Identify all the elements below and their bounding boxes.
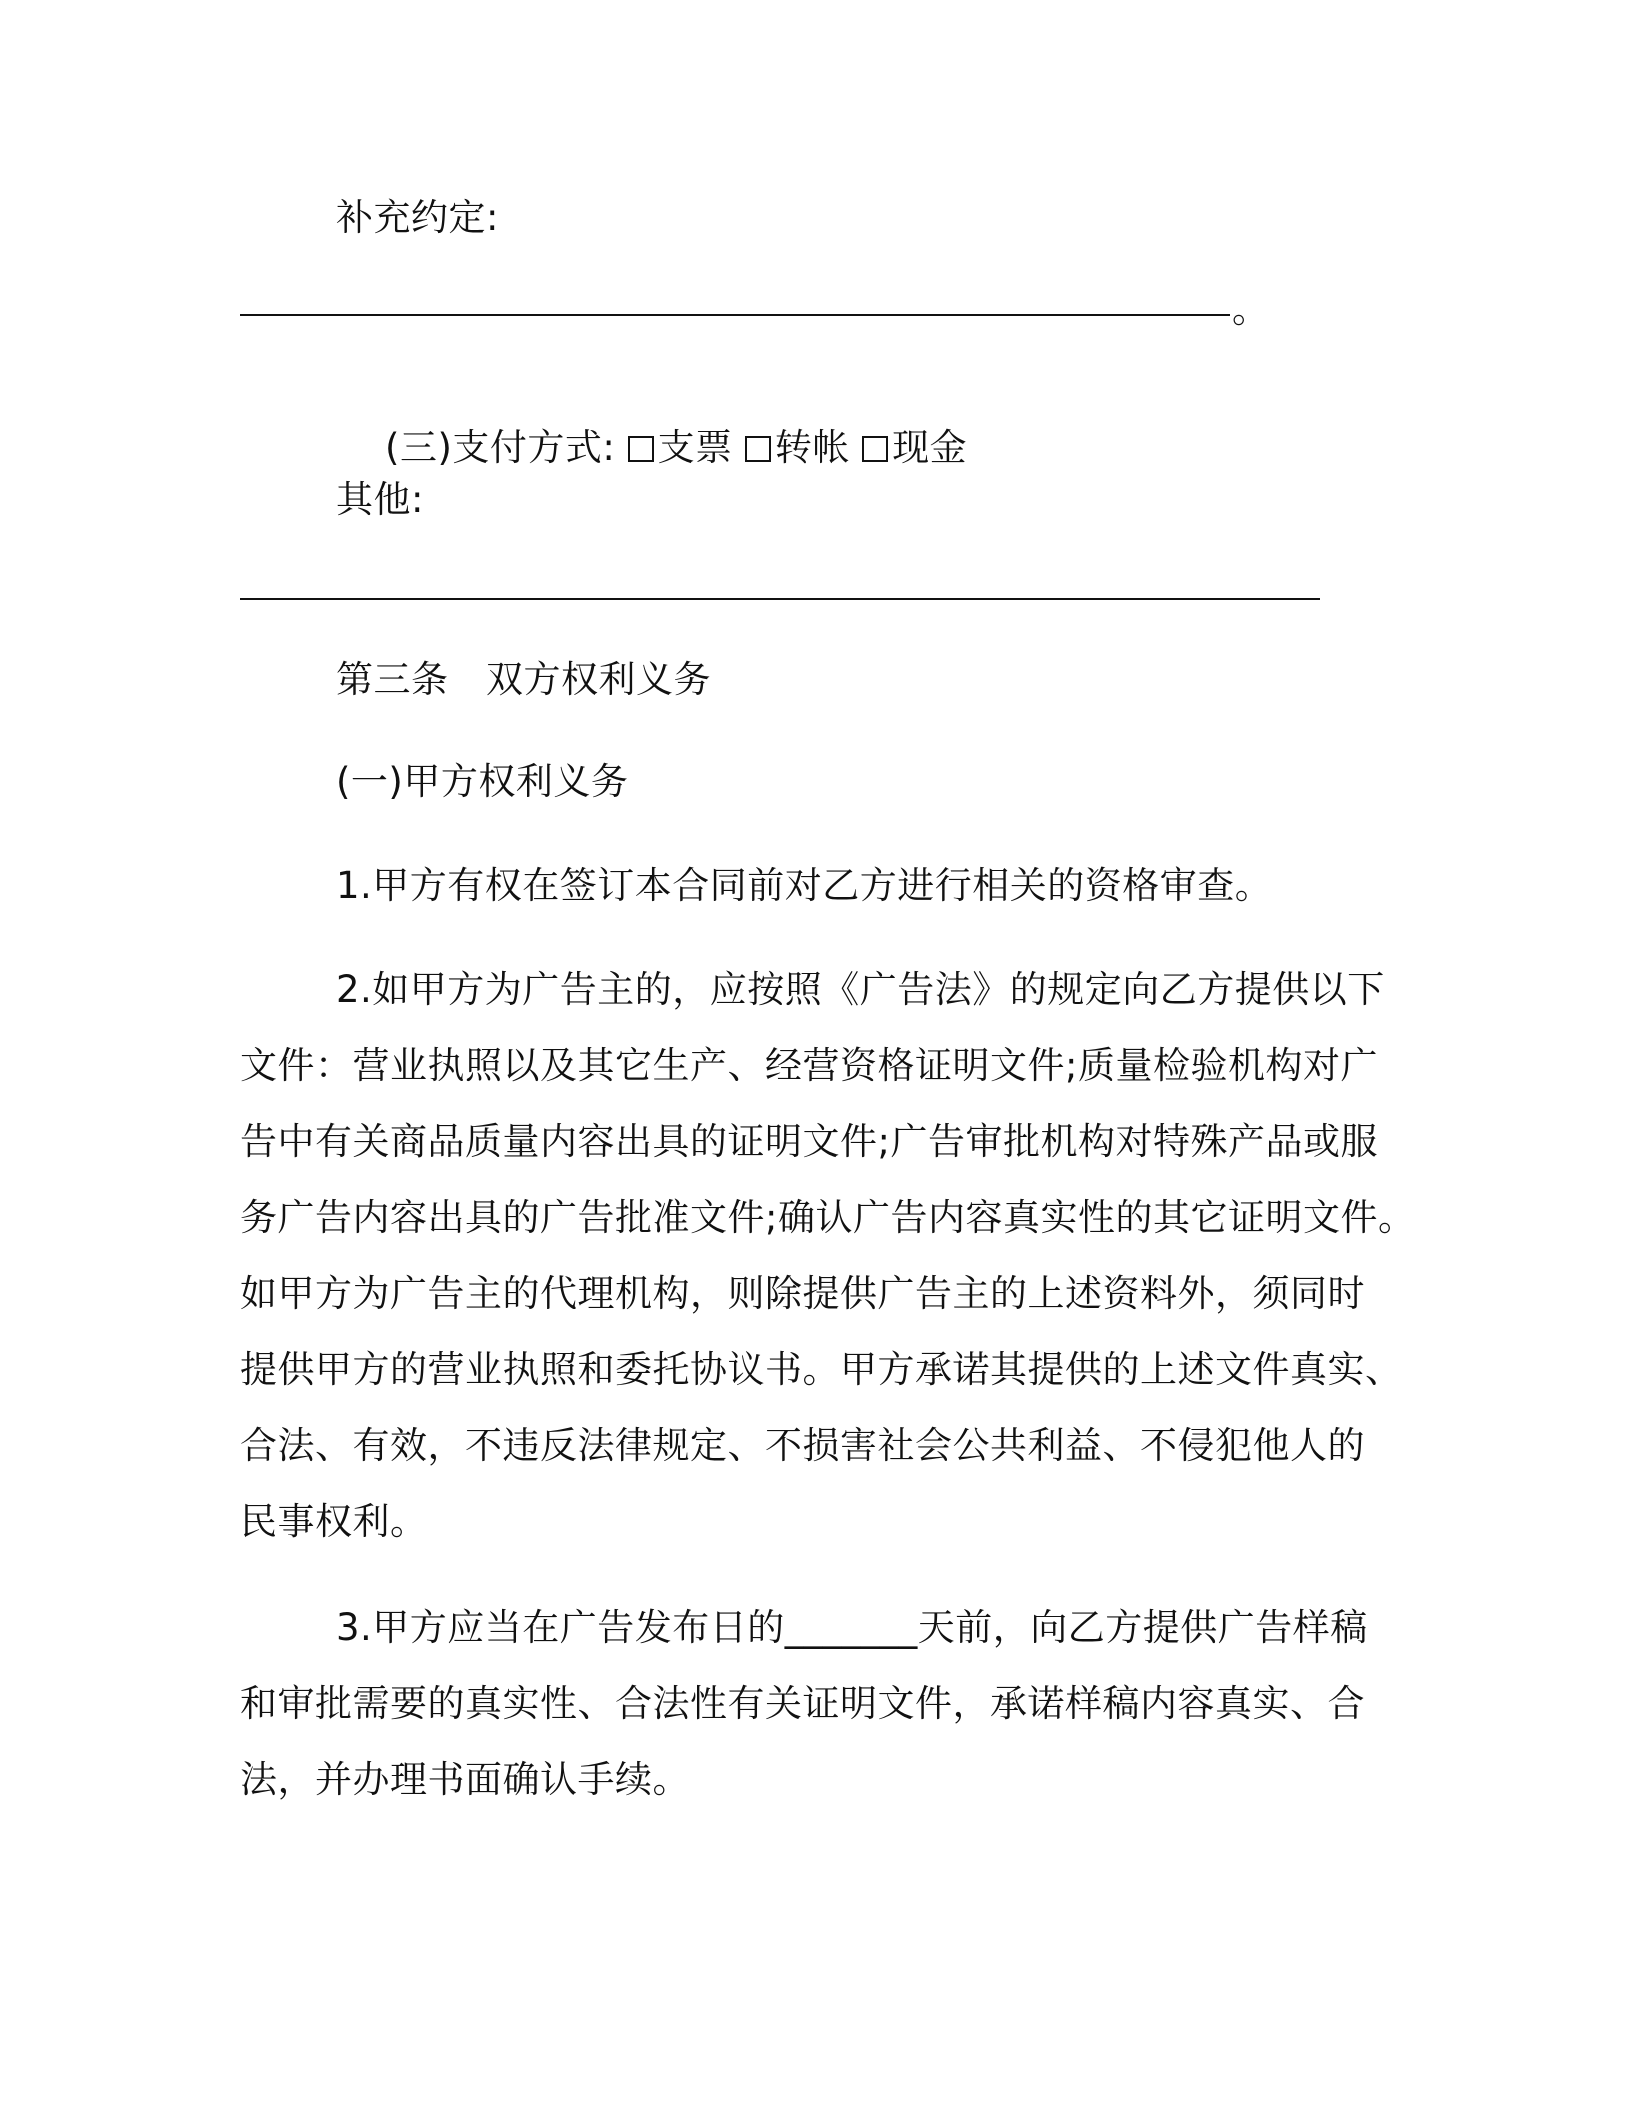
item-2-line: 提供甲方的营业执照和委托协议书。甲方承诺其提供的上述文件真实、 [240,1348,1403,1391]
blank-line-supplement [240,314,1230,316]
other-label: 其他: [336,478,424,521]
item-3-line: 法，并办理书面确认手续。 [240,1758,690,1801]
checkbox-cash[interactable] [862,436,888,462]
section-heading: (一)甲方权利义务 [336,760,629,803]
option-cheque: 支票 [657,426,733,469]
item-3-line: 和审批需要的真实性、合法性有关证明文件，承诺样稿内容真实、合 [240,1682,1365,1725]
supplement-label: 补充约定: [336,196,499,239]
item-2-line: 合法、有效，不违反法律规定、不损害社会公共利益、不侵犯他人的 [240,1424,1365,1467]
supplement-period: 。 [1232,288,1269,331]
checkbox-transfer[interactable] [745,436,771,462]
item-1: 1.甲方有权在签订本合同前对乙方进行相关的资格审查。 [336,864,1273,907]
item-2-line: 民事权利。 [240,1500,428,1543]
option-cash: 现金 [892,426,968,469]
item-2-line: 2.如甲方为广告主的，应按照《广告法》的规定向乙方提供以下 [336,968,1385,1011]
checkbox-cheque[interactable] [628,436,654,462]
item-3-line: 3.甲方应当在广告发布日的_______天前，向乙方提供广告样稿 [336,1606,1368,1649]
item-2-line: 文件：营业执照以及其它生产、经营资格证明文件;质量检验机构对广 [240,1044,1378,1087]
payment-label: (三)支付方式: [385,426,616,469]
article-heading: 第三条 双方权利义务 [336,658,711,701]
option-transfer: 转帐 [774,426,850,469]
blank-line-other [240,598,1320,600]
item-2-line: 告中有关商品质量内容出具的证明文件;广告审批机构对特殊产品或服 [240,1120,1378,1163]
item-2-line: 如甲方为广告主的代理机构，则除提供广告主的上述资料外，须同时 [240,1272,1365,1315]
payment-method-row [336,376,967,520]
item-2-line: 务广告内容出具的广告批准文件;确认广告内容真实性的其它证明文件。 [240,1196,1416,1239]
